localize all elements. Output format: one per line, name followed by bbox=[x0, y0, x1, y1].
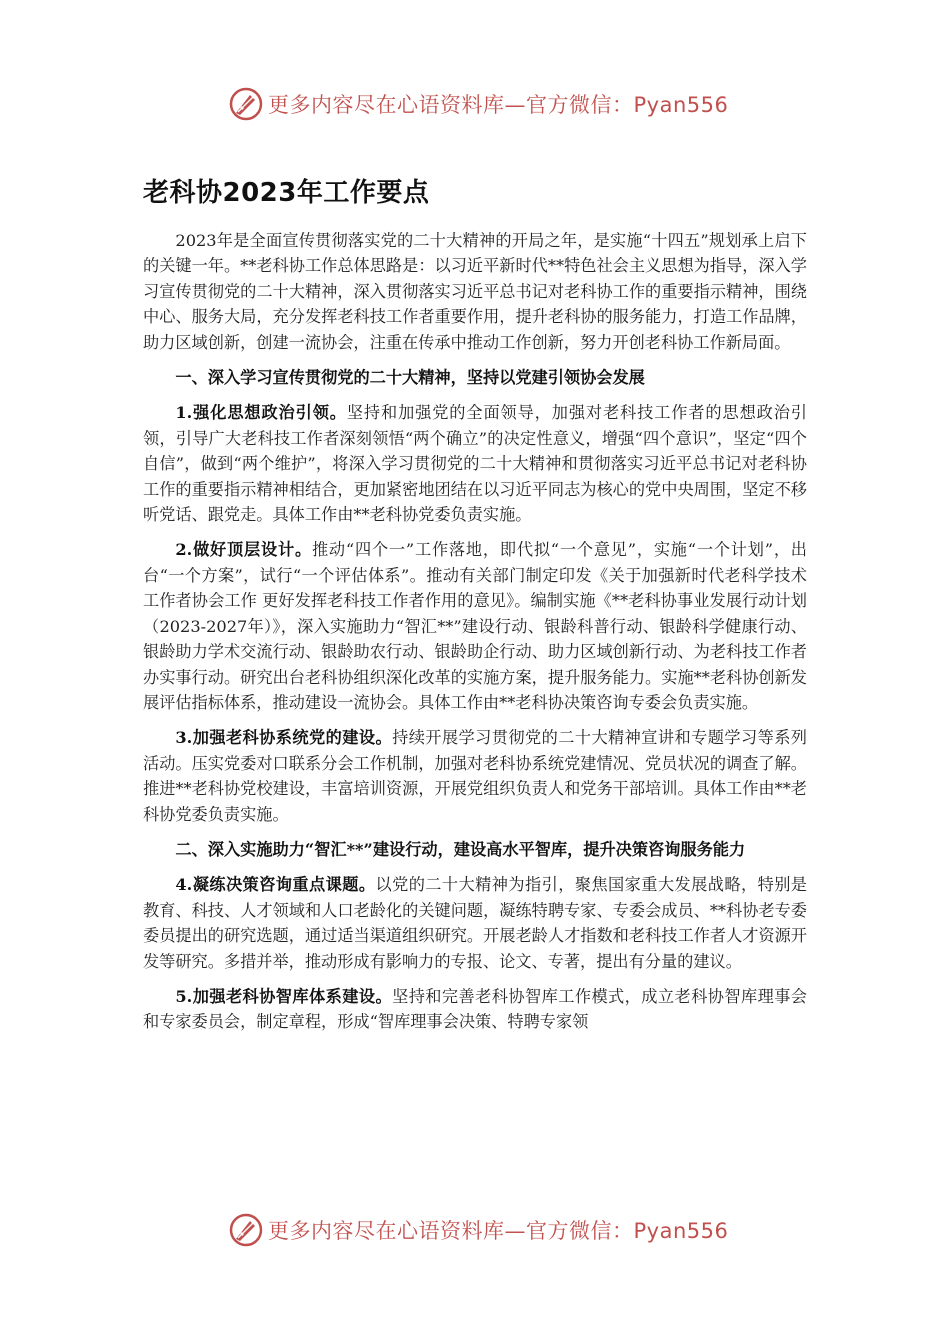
banner-group bbox=[228, 1208, 728, 1252]
item-lead-2: 2.做好顶层设计。 bbox=[175, 540, 312, 560]
item-paragraph-5 bbox=[143, 984, 807, 1035]
section-heading-2: 二、深入实施助力“智汇**”建设行动，建设高水平智库，提升决策咨询服务能力 bbox=[175, 839, 746, 859]
document-body bbox=[143, 228, 807, 1045]
banner-group bbox=[228, 82, 728, 126]
footer-banner bbox=[0, 1208, 950, 1252]
item-paragraph-1 bbox=[143, 400, 807, 527]
item-body-1: 坚持和加强党的全面领导，加强对老科技工作者的思想政治引领，引导广大老科技工作者深刻领悟“两个确立”的决定性意义，增强“四个意识”，坚定“四个自信”，做到“两个维护”，将深入学习贯彻党的二十大精神和贯彻落实习近平总书记对老科协工作的重要指示精神相结合，更加紧密地团结在以习近平同志为核心的党中央周围，坚定不移听党话、跟党走。具体工作由**老科协党委负责实施。 bbox=[143, 403, 807, 525]
item-body-2: 推动“四个一”工作落地，即代拟“一个意见”，实施“一个计划”，出台“一个方案”，试行“一个评估体系”。推动有关部门制定印发《关于加强新时代老科学技术工作者协会工作 更好发挥老科技工作者作用的意见》。编制实施《**老科协事业发展行动计划（2023-2027年）》，深入实施助力“智汇**”建设行动、银龄科普行动、银龄科学健康行动、银龄助力学术交流行动、银龄助农行动、银龄助企行动、助力区域创新行动、为老科技工作者办实事行动。研究出台老科协组织深化改革的实施方案，提升服务能力。实施**老科协创新发展评估指标体系，推动建设一流协会。具体工作由**老科协决策咨询专委会负责实施。 bbox=[143, 540, 807, 712]
item-lead-4: 4.凝练决策咨询重点课题。 bbox=[175, 875, 376, 895]
header-banner bbox=[0, 82, 950, 126]
item-body-3: 持续开展学习贯彻党的二十大精神宣讲和专题学习等系列活动。压实党委对口联系分会工作机制，加强对老科协系统党建情况、党员状况的调查了解。推进**老科协党校建设，丰富培训资源，开展党组织负责人和党务干部培训。具体工作由**老科协党委负责实施。 bbox=[143, 728, 807, 824]
item-paragraph-4 bbox=[143, 872, 807, 974]
item-body-5: 坚持和完善老科协智库工作模式，成立老科协智库理事会和专家委员会，制定章程，形成“智库理事会决策、特聘专家领 bbox=[143, 986, 807, 1032]
item-paragraph-2 bbox=[143, 537, 807, 715]
item-lead-5: 5.加强老科协智库体系建设。 bbox=[175, 986, 393, 1006]
item-body-4: 以党的二十大精神为指引，聚焦国家重大发展战略，特别是教育、科技、人才领域和人口老龄化的关键问题，凝练特聘专家、专委会成员、**科协老专委委员提出的研究选题，通过适当渠道组织研究。开展老龄人才指数和老科技工作者人才资源开发等研究。多措并举，推动形成有影响力的专报、论文、专著，提出有分量的建议。 bbox=[143, 875, 807, 971]
page-title: 老科协2023年工作要点 bbox=[143, 178, 430, 208]
intro-paragraph: 2023年是全面宣传贯彻落实党的二十大精神的开局之年，是实施“十四五”规划承上启下的关键一年。**老科协工作总体思路是：以习近平新时代**特色社会主义思想为指导，深入学习宣传贯彻党的二十大精神，深入贯彻落实习近平总书记对老科协工作的重要指示精神，围绕中心、服务大局，充分发挥老科技工作者重要作用，提升老科协的服务能力，打造工作品牌，助力区域创新，创建一流协会，注重在传承中推动工作创新，努力开创老科协工作新局面。 bbox=[143, 231, 807, 352]
item-lead-3: 3.加强老科协系统党的建设。 bbox=[175, 728, 393, 748]
banner-text: 更多内容尽在心语资料库—官方微信：Pyan556 bbox=[268, 93, 729, 117]
banner-text: 更多内容尽在心语资料库—官方微信：Pyan556 bbox=[268, 1219, 729, 1243]
item-lead-1: 1.强化思想政治引领。 bbox=[175, 403, 347, 423]
pen-nib-circle-icon bbox=[228, 1212, 264, 1248]
item-paragraph-3 bbox=[143, 725, 807, 827]
pen-nib-circle-icon bbox=[228, 86, 264, 122]
section-heading-1: 一、深入学习宣传贯彻党的二十大精神，坚持以党建引领协会发展 bbox=[175, 368, 645, 388]
